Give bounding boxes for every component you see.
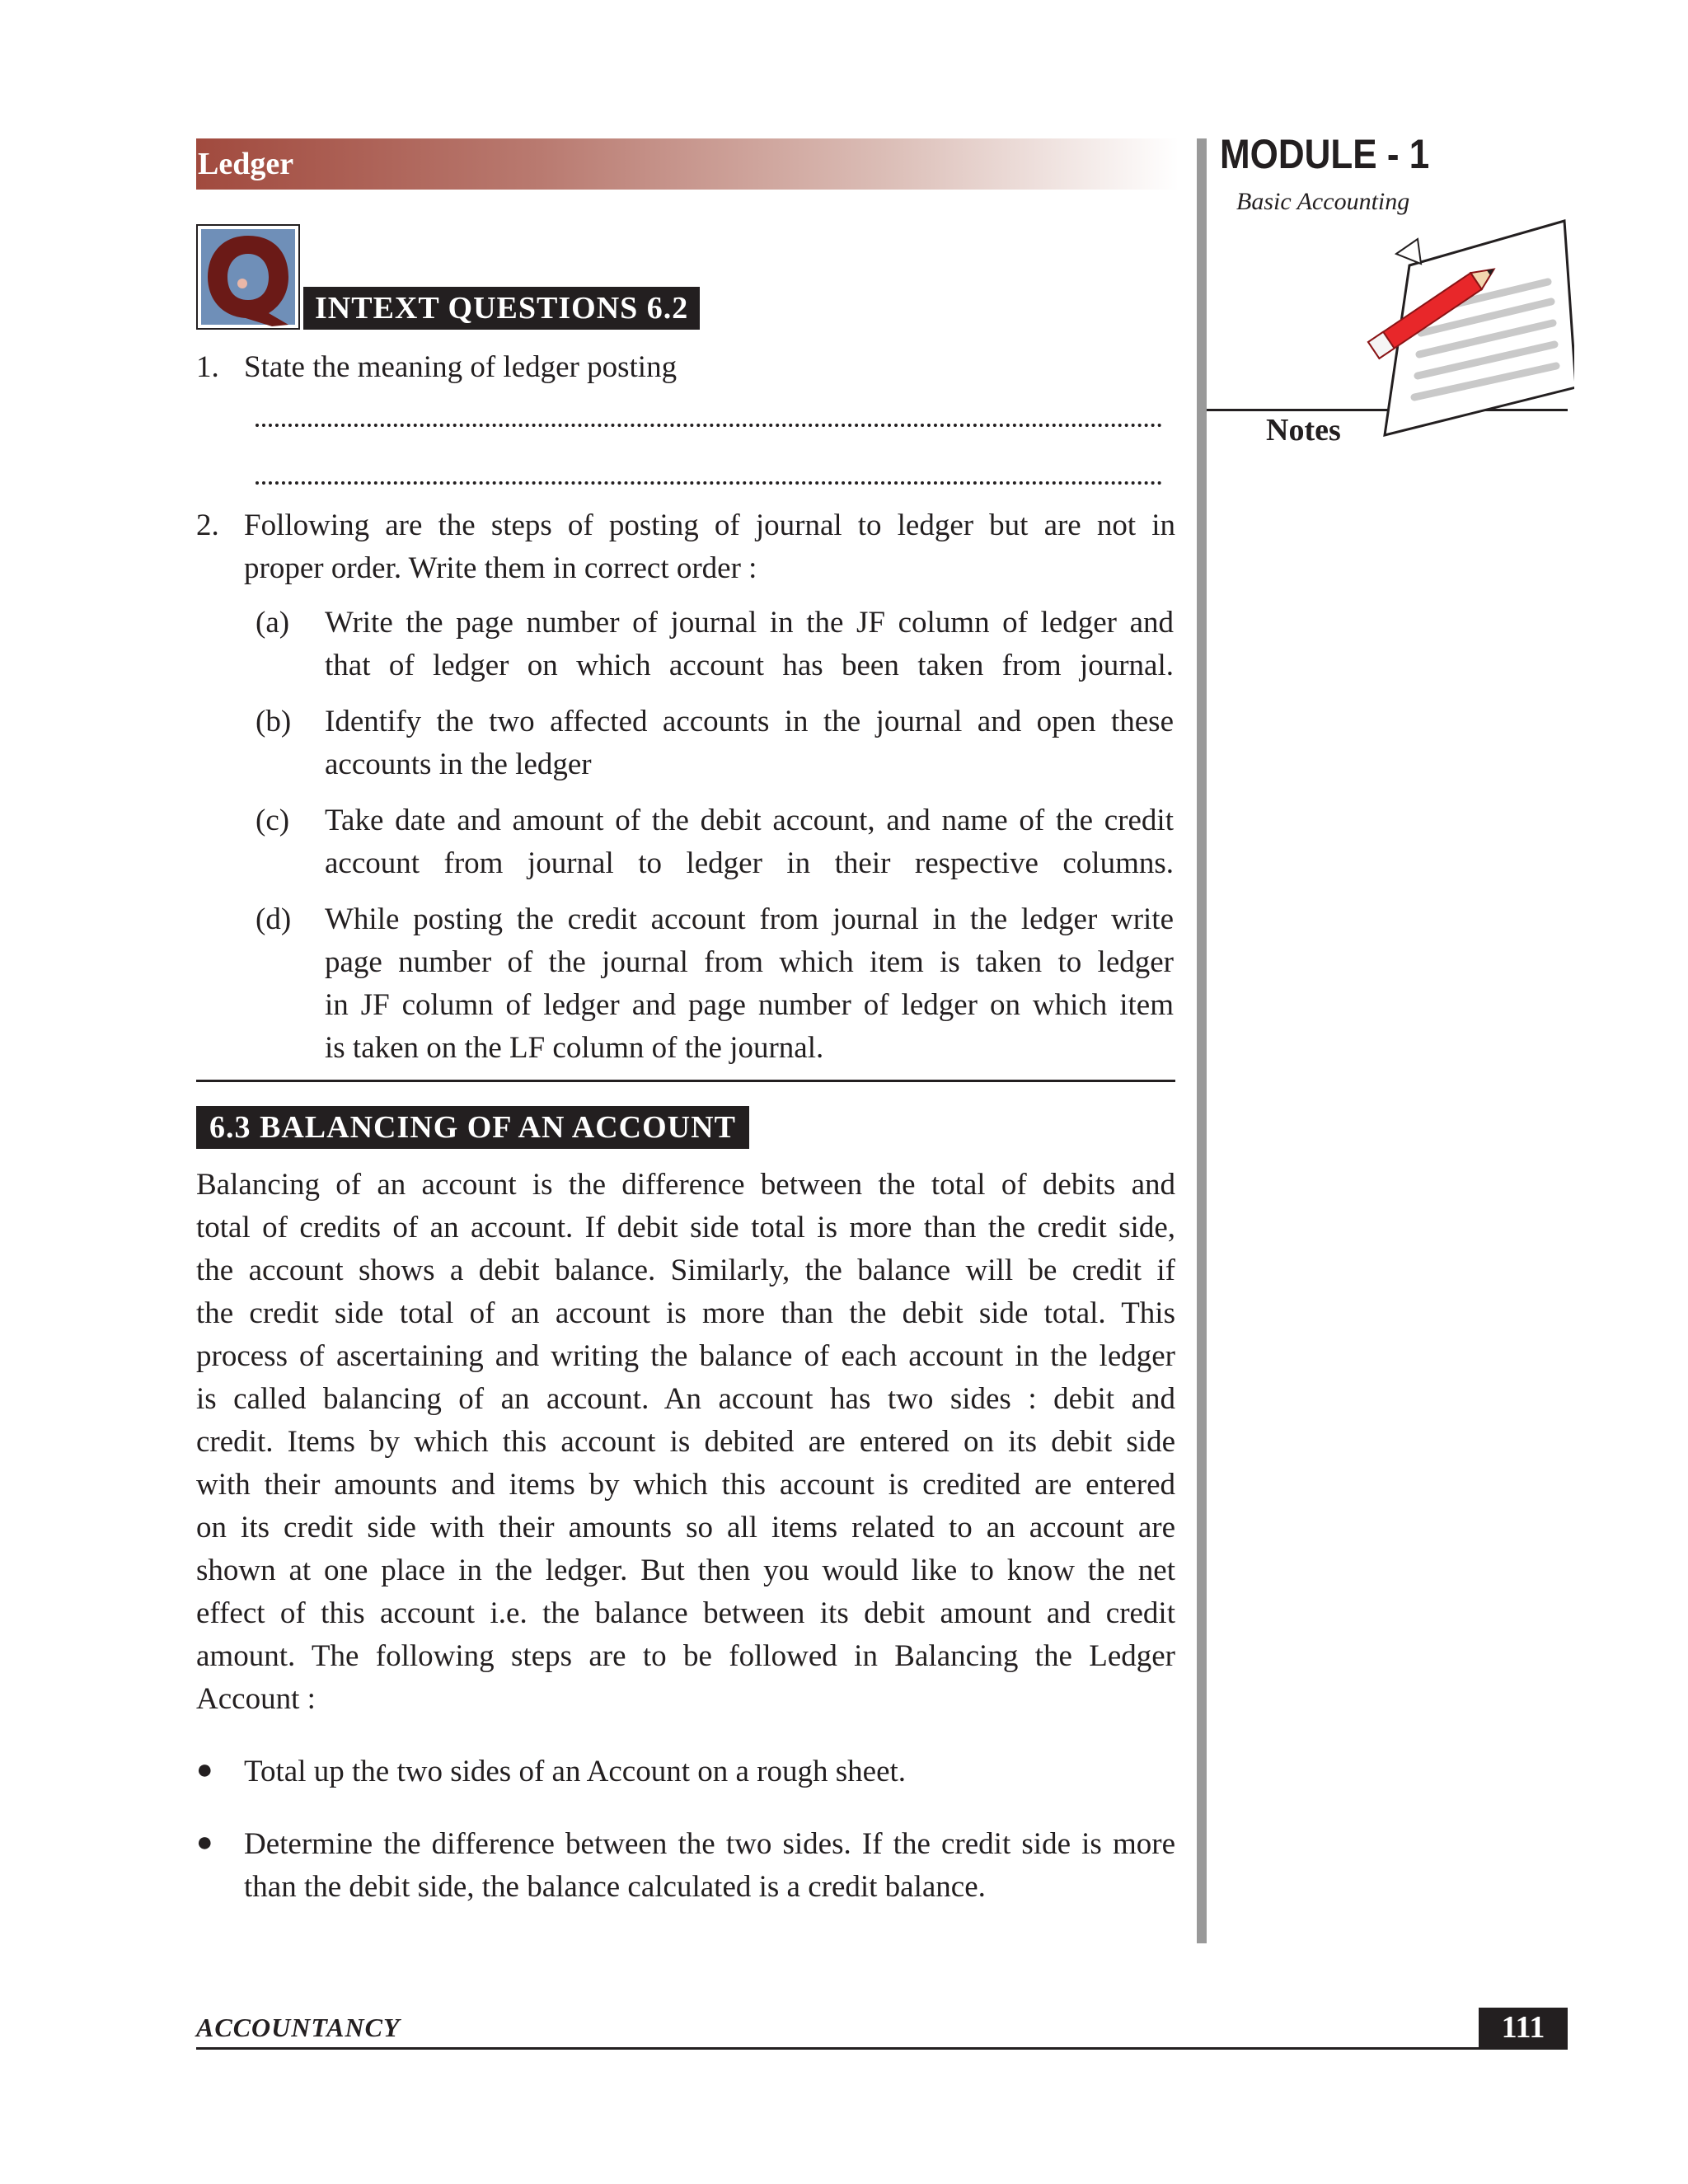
step-text-line: account from journal to ledger in their respective columns. — [325, 846, 1174, 880]
intext-questions-heading: INTEXT QUESTIONS 6.2 — [303, 287, 700, 330]
bullet-icon: ● — [196, 1827, 213, 1858]
paragraph-line: effect of this account i.e. the balance between its debit amount and credit — [196, 1596, 1175, 1630]
step-text-line: While posting the credit account from journal in the ledger write — [325, 902, 1174, 936]
paragraph-line: total of credits of an account. If debit side total is more than the credit side, — [196, 1211, 1175, 1244]
question-text-line: Following are the steps of posting of journal to ledger but are not in — [244, 509, 1175, 542]
paragraph-line: the credit side total of an account is more than the debit side total. This — [196, 1296, 1175, 1330]
notes-rule-right — [1485, 409, 1568, 411]
question-q-icon — [196, 224, 300, 330]
paragraph-line: the account shows a debit balance. Similarly, the balance will be credit if — [196, 1254, 1175, 1287]
step-text-line: accounts in the ledger — [325, 748, 592, 781]
paragraph-line: Balancing of an account is the difference between the total of debits and — [196, 1168, 1175, 1202]
step-text-line: is taken on the LF column of the journal. — [325, 1031, 824, 1065]
answer-line[interactable] — [256, 481, 1162, 485]
bullet-text-line: than the debit side, the balance calculated is a credit balance. — [244, 1870, 986, 1904]
step-text-line: Write the page number of journal in the JF column of ledger and — [325, 606, 1174, 640]
module-title: MODULE - 1 — [1220, 131, 1430, 177]
question-text-line: proper order. Write them in correct order : — [244, 551, 757, 585]
section-heading: 6.3 BALANCING OF AN ACCOUNT — [196, 1106, 749, 1149]
step-text-line: Take date and amount of the debit account, and name of the credit — [325, 804, 1174, 837]
paragraph-line: with their amounts and items by which this account is credited are entered — [196, 1468, 1175, 1502]
module-subtitle: Basic Accounting — [1236, 188, 1410, 215]
paragraph-line: shown at one place in the ledger. But then you would like to know the net — [196, 1554, 1175, 1587]
step-text-line: Identify the two affected accounts in the journal and open these — [325, 705, 1174, 738]
paragraph-line: Account : — [196, 1682, 316, 1716]
bullet-text-line: Determine the difference between the two sides. If the credit side is more — [244, 1827, 1175, 1861]
step-text-line: that of ledger on which account has been taken from journal. — [325, 649, 1174, 682]
paragraph-line: process of ascertaining and writing the balance of each account in the ledger — [196, 1339, 1175, 1373]
step-label: (b) — [256, 705, 292, 738]
paragraph-line: is called balancing of an account. An account has two sides : debit and — [196, 1382, 1175, 1416]
notes-rule-left — [1207, 409, 1388, 411]
step-text-line: page number of the journal from which item is taken to ledger — [325, 945, 1174, 979]
footer-subject: ACCOUNTANCY — [196, 2013, 401, 2042]
margin-divider — [1197, 138, 1207, 1943]
notes-label: Notes — [1266, 413, 1341, 448]
step-text-line: in JF column of ledger and page number of ledger on which item — [325, 988, 1174, 1022]
chapter-header-band — [196, 138, 1179, 190]
step-label: (d) — [256, 902, 292, 936]
paragraph-line: credit. Items by which this account is debited are entered on its debit side — [196, 1425, 1175, 1459]
chapter-title: Ledger — [198, 147, 294, 181]
intext-end-rule — [196, 1080, 1175, 1082]
answer-line[interactable] — [256, 424, 1162, 427]
paragraph-line: on its credit side with their amounts so all items related to an account are — [196, 1511, 1175, 1544]
footer-rule — [196, 2047, 1568, 2050]
step-label: (a) — [256, 606, 290, 640]
bullet-text-line: Total up the two sides of an Account on a rough sheet. — [244, 1755, 907, 1788]
paragraph-line: amount. The following steps are to be followed in Balancing the Ledger — [196, 1639, 1175, 1673]
page-number: 111 — [1479, 2008, 1568, 2047]
step-label: (c) — [256, 804, 290, 837]
question-text: State the meaning of ledger posting — [244, 350, 678, 384]
question-number: 1. — [196, 350, 219, 384]
bullet-icon: ● — [196, 1755, 213, 1785]
question-number: 2. — [196, 509, 219, 542]
